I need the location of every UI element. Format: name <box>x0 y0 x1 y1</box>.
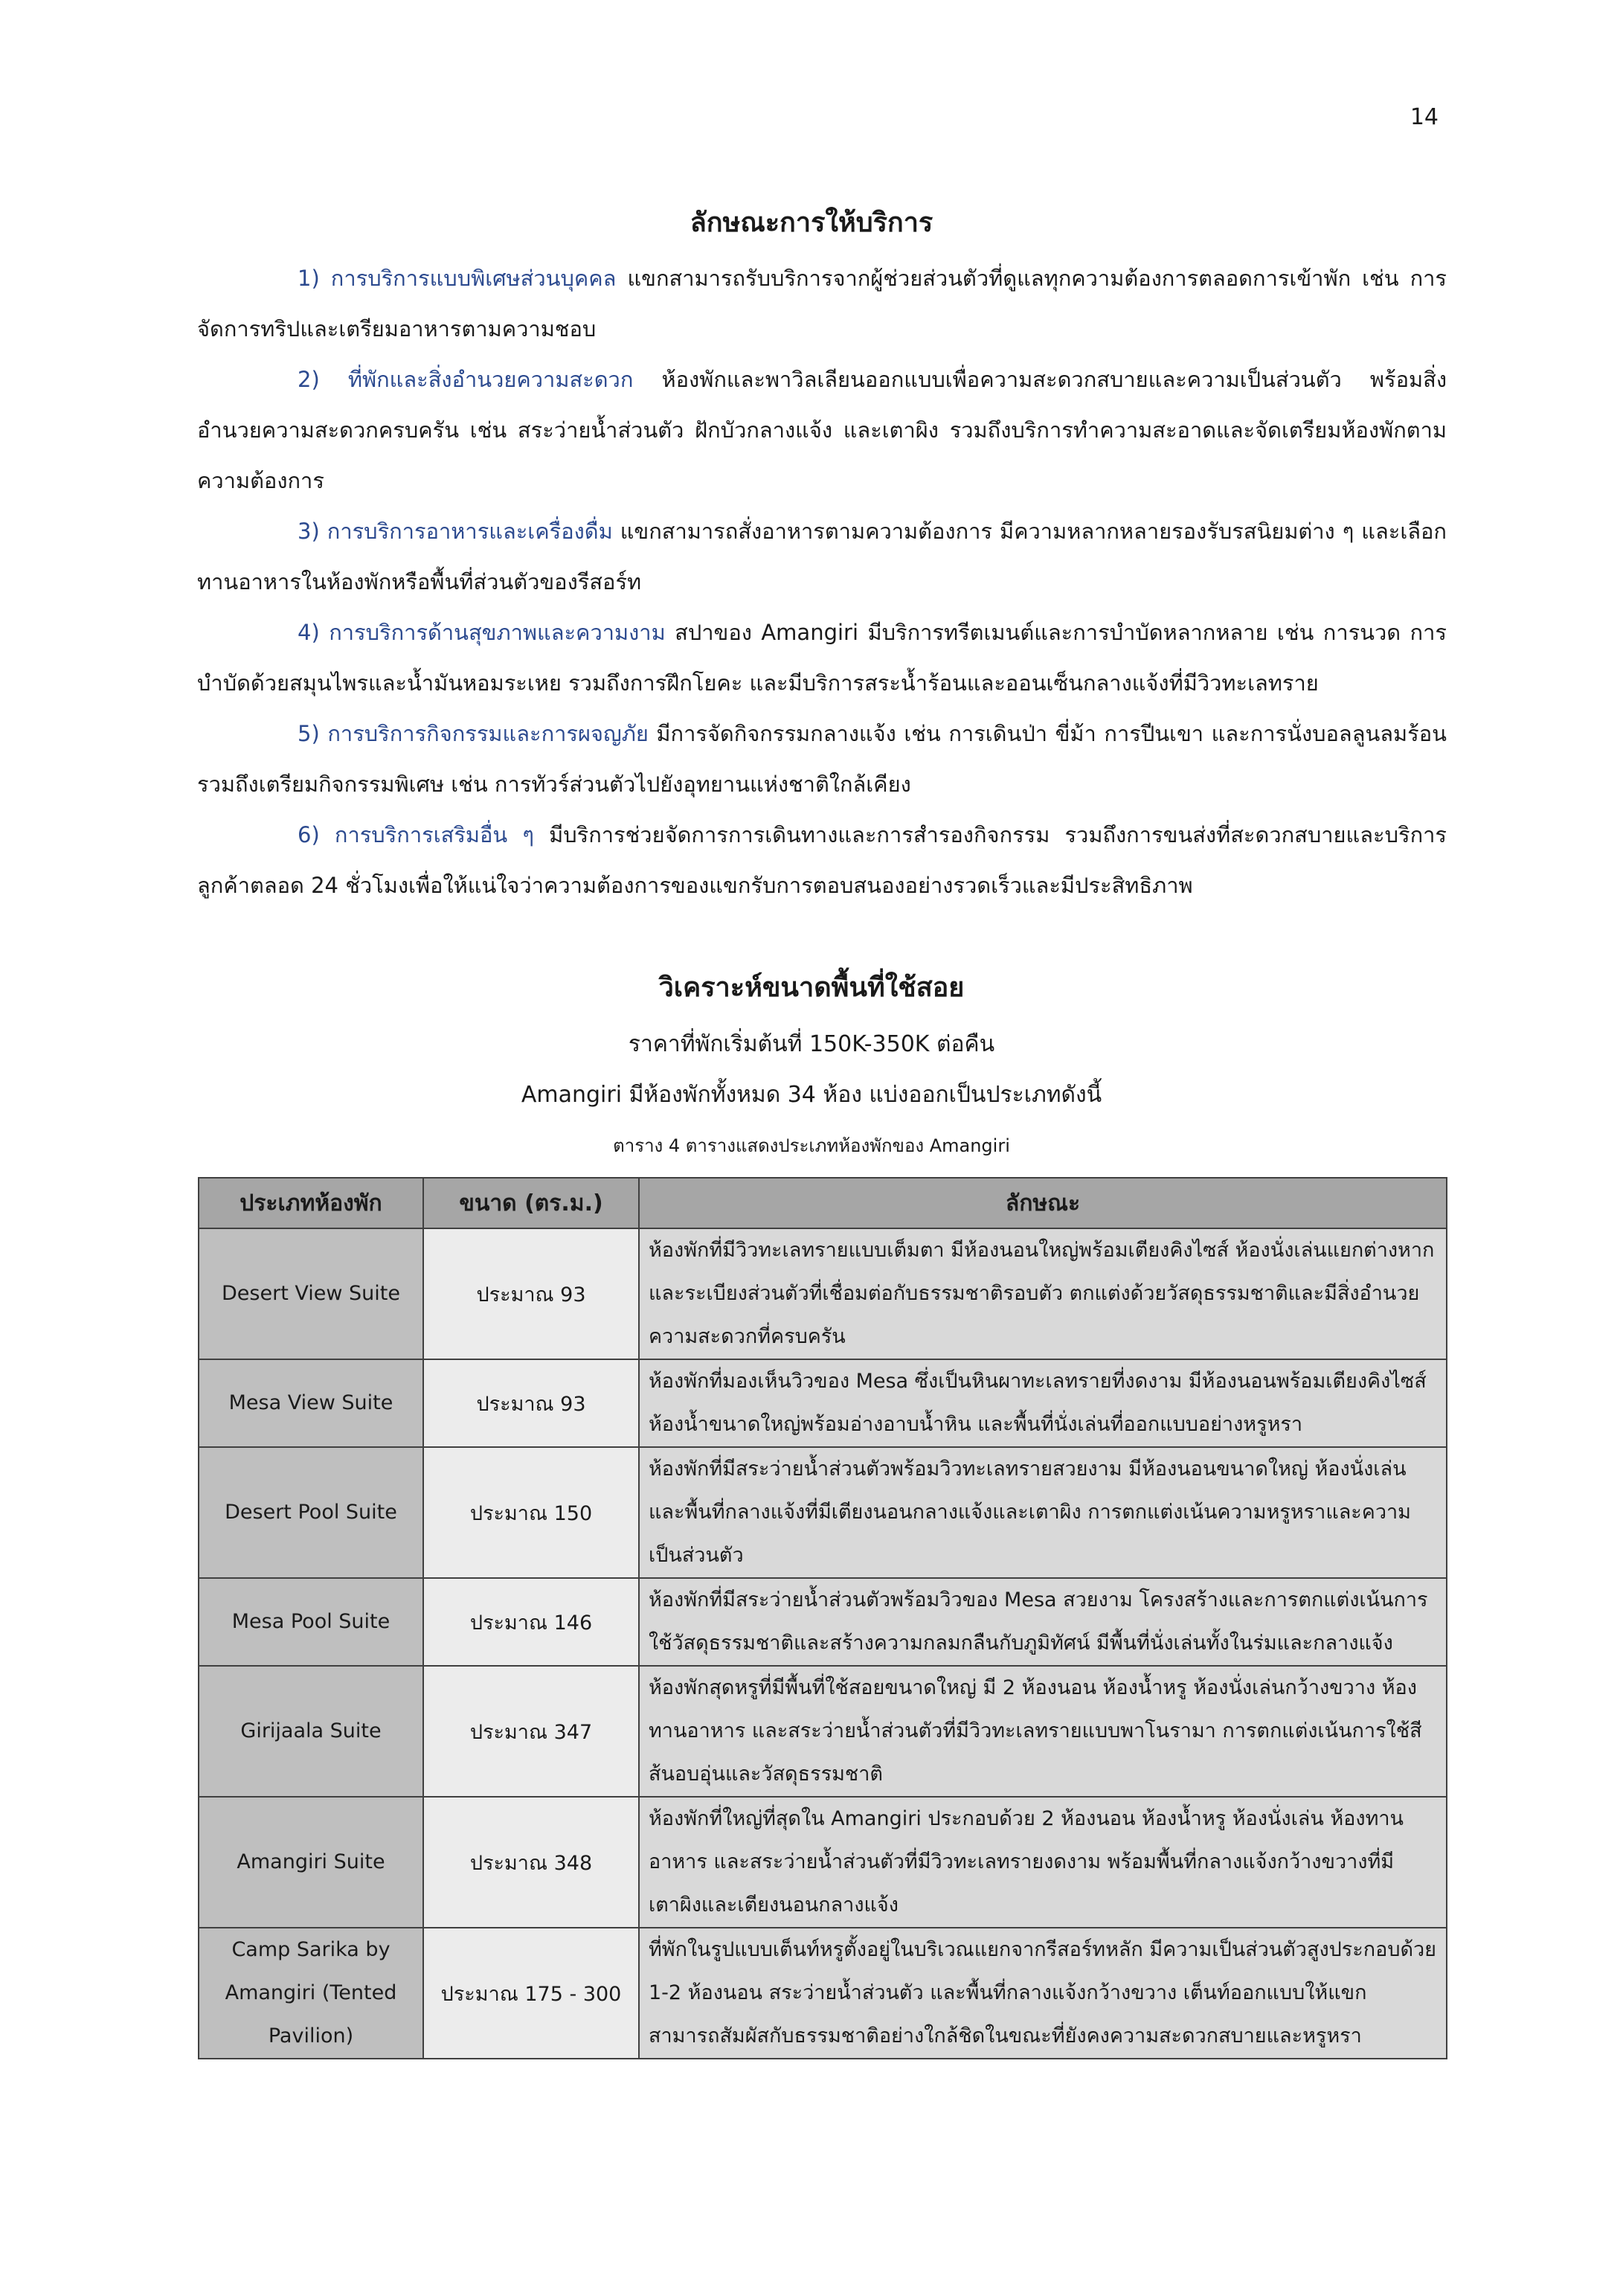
service-item-text: มีการจัดกิจกรรมกลางแจ้ง เช่น การเดินป่า ขี่ม้า การปีนเขา และการนั่งบอลลูนลมร้อน รวมถึงเตรียมกิจกรรมพิเศษ เช่น การทัวร์ส่วนตัวไปยังอุทยานแห่งชาติใกล้เคียง <box>197 721 1447 797</box>
header-size: ขนาด (ตร.ม.) <box>423 1178 639 1228</box>
room-types-table <box>198 1177 1447 2059</box>
service-item <box>197 809 1447 911</box>
room-size-cell: ประมาณ 150 <box>423 1447 639 1578</box>
service-item-heading: 1) การบริการแบบพิเศษส่วนบุคคล <box>298 266 617 291</box>
service-item <box>197 708 1447 809</box>
service-item-heading: 6) การบริการเสริมอื่น ๆ <box>298 822 534 847</box>
header-description: ลักษณะ <box>639 1178 1447 1228</box>
service-item <box>197 354 1447 506</box>
service-item <box>197 253 1447 354</box>
table-row <box>199 1359 1447 1447</box>
service-body <box>197 253 1447 911</box>
room-size-cell: ประมาณ 347 <box>423 1666 639 1797</box>
room-desc-cell: ห้องพักที่มีวิวทะเลทรายแบบเต็มตา มีห้องนอนใหญ่พร้อมเตียงคิงไซส์ ห้องนั่งเล่นแยกต่างหาก และระเบียงส่วนตัวที่เชื่อมต่อกับธรรมชาติรอบตัว ตกแต่งด้วยวัสดุธรรมชาติและมีสิ่งอำนวยความสะดวกที่ครบครัน <box>639 1228 1447 1359</box>
table-row <box>199 1666 1447 1797</box>
service-item <box>197 607 1447 708</box>
price-line: ราคาที่พักเริ่มต้นที่ 150K-350K ต่อคืน <box>628 1031 995 1057</box>
page-number: 14 <box>1410 104 1439 130</box>
room-size-cell: ประมาณ 146 <box>423 1578 639 1666</box>
analysis-title: วิเคราะห์ขนาดพื้นที่ใช้สอย <box>658 972 965 1003</box>
service-item-heading: 5) การบริการกิจกรรมและการผจญภัย <box>298 721 649 746</box>
room-size-cell: ประมาณ 93 <box>423 1359 639 1447</box>
service-item-heading: 4) การบริการด้านสุขภาพและความงาม <box>298 620 666 645</box>
room-desc-cell: ห้องพักที่มีสระว่ายน้ำส่วนตัวพร้อมวิวทะเลทรายสวยงาม มีห้องนอนขนาดใหญ่ ห้องนั่งเล่นและพื้นที่กลางแจ้งที่มีเตียงนอนกลางแจ้งและเตาผิง การตกแต่งเน้นความหรูหราและความเป็นส่วนตัว <box>639 1447 1447 1578</box>
room-desc-cell: ห้องพักที่ใหญ่ที่สุดใน Amangiri ประกอบด้วย 2 ห้องนอน ห้องน้ำหรู ห้องนั่งเล่น ห้องทานอาหาร และสระว่ายน้ำส่วนตัวที่มีวิวทะเลทรายงดงาม พร้อมพื้นที่กลางแจ้งกว้างขวางที่มีเตาผิงและเตียงนอนกลางแจ้ง <box>639 1797 1447 1928</box>
service-item-text: มีบริการช่วยจัดการการเดินทางและการสำรองกิจกรรม รวมถึงการขนส่งที่สะดวกสบายและบริการลูกค้าตลอด 24 ชั่วโมงเพื่อให้แน่ใจว่าความต้องการของแขกรับการตอบสนองอย่างรวดเร็วและมีประสิทธิภาพ <box>197 822 1447 898</box>
service-title: ลักษณะการให้บริการ <box>690 208 933 238</box>
service-item-heading: 3) การบริการอาหารและเครื่องดื่ม <box>298 519 613 544</box>
header-room-type: ประเภทห้องพัก <box>199 1178 423 1228</box>
service-item-text: ห้องพักและพาวิลเลียนออกแบบเพื่อความสะดวกสบายและความเป็นส่วนตัว พร้อมสิ่งอำนวยความสะดวกครบครัน เช่น สระว่ายน้ำส่วนตัว ฝักบัวกลางแจ้ง และเตาผิง รวมถึงบริการทำความสะอาดและจัดเตรียมห้องพักตามความต้องการ <box>197 367 1447 493</box>
room-type-cell: Amangiri Suite <box>199 1797 423 1928</box>
room-type-cell: Desert View Suite <box>199 1228 423 1359</box>
service-item-text: แขกสามารถรับบริการจากผู้ช่วยส่วนตัวที่ดูแลทุกความต้องการตลอดการเข้าพัก เช่น การจัดการทริปและเตรียมอาหารตามความชอบ <box>197 266 1447 341</box>
service-item <box>197 506 1447 607</box>
room-size-cell: ประมาณ 348 <box>423 1797 639 1928</box>
room-type-cell: Girijaala Suite <box>199 1666 423 1797</box>
service-item-heading: 2) ที่พักและสิ่งอำนวยความสะดวก <box>298 367 634 392</box>
room-type-cell: Mesa Pool Suite <box>199 1578 423 1666</box>
room-desc-cell: ห้องพักสุดหรูที่มีพื้นที่ใช้สอยขนาดใหญ่ มี 2 ห้องนอน ห้องน้ำหรู ห้องนั่งเล่นกว้างขวาง ห้องทานอาหาร และสระว่ายน้ำส่วนตัวที่มีวิวทะเลทรายแบบพาโนรามา การตกแต่งเน้นการใช้สีส้นอบอุ่นและวัสดุธรรมชาติ <box>639 1666 1447 1797</box>
table-row <box>199 1797 1447 1928</box>
rooms-line: Amangiri มีห้องพักทั้งหมด 34 ห้อง แบ่งออกเป็นประเภทดังนี้ <box>521 1082 1102 1108</box>
room-size-cell: ประมาณ 93 <box>423 1228 639 1359</box>
table-header-row <box>199 1178 1447 1228</box>
room-type-cell: Camp Sarika by Amangiri (Tented Pavilion) <box>199 1928 423 2059</box>
table-row <box>199 1578 1447 1666</box>
table-row <box>199 1928 1447 2059</box>
room-desc-cell: ห้องพักที่มองเห็นวิวของ Mesa ซึ่งเป็นหินผาทะเลทรายที่งดงาม มีห้องนอนพร้อมเตียงคิงไซส์ ห้องน้ำขนาดใหญ่พร้อมอ่างอาบน้ำหิน และพื้นที่นั่งเล่นที่ออกแบบอย่างหรูหรา <box>639 1359 1447 1447</box>
table-row <box>199 1228 1447 1359</box>
room-desc-cell: ที่พักในรูปแบบเต็นท์หรูตั้งอยู่ในบริเวณแยกจากรีสอร์ทหลัก มีความเป็นส่วนตัวสูงประกอบด้วย 1-2 ห้องนอน สระว่ายน้ำส่วนตัว และพื้นที่กลางแจ้งกว้างขวาง เต็นท์ออกแบบให้แขกสามารถสัมผัสกับธรรมชาติอย่างใกล้ชิดในขณะที่ยังคงความสะดวกสบายและหรูหรา <box>639 1928 1447 2059</box>
table-caption: ตาราง 4 ตารางแสดงประเภทห้องพักของ Amangiri <box>613 1135 1010 1156</box>
service-item-text: แขกสามารถสั่งอาหารตามความต้องการ มีความหลากหลายรองรับรสนิยมต่าง ๆ และเลือกทานอาหารในห้องพักหรือพื้นที่ส่วนตัวของรีสอร์ท <box>197 519 1447 594</box>
room-type-cell: Desert Pool Suite <box>199 1447 423 1578</box>
room-desc-cell: ห้องพักที่มีสระว่ายน้ำส่วนตัวพร้อมวิวของ Mesa สวยงาม โครงสร้างและการตกแต่งเน้นการใช้วัสดุธรรมชาติและสร้างความกลมกลืนกับภูมิทัศน์ มีพื้นที่นั่งเล่นทั้งในร่มและกลางแจ้ง <box>639 1578 1447 1666</box>
table-row <box>199 1447 1447 1578</box>
room-type-cell: Mesa View Suite <box>199 1359 423 1447</box>
room-size-cell: ประมาณ 175 - 300 <box>423 1928 639 2059</box>
service-item-text: สปาของ Amangiri มีบริการทรีตเมนต์และการบำบัดหลากหลาย เช่น การนวด การบำบัดด้วยสมุนไพรและน้ำมันหอมระเหย รวมถึงการฝึกโยคะ และมีบริการสระน้ำร้อนและออนเซ็นกลางแจ้งที่มีวิวทะเลทราย <box>197 620 1447 696</box>
